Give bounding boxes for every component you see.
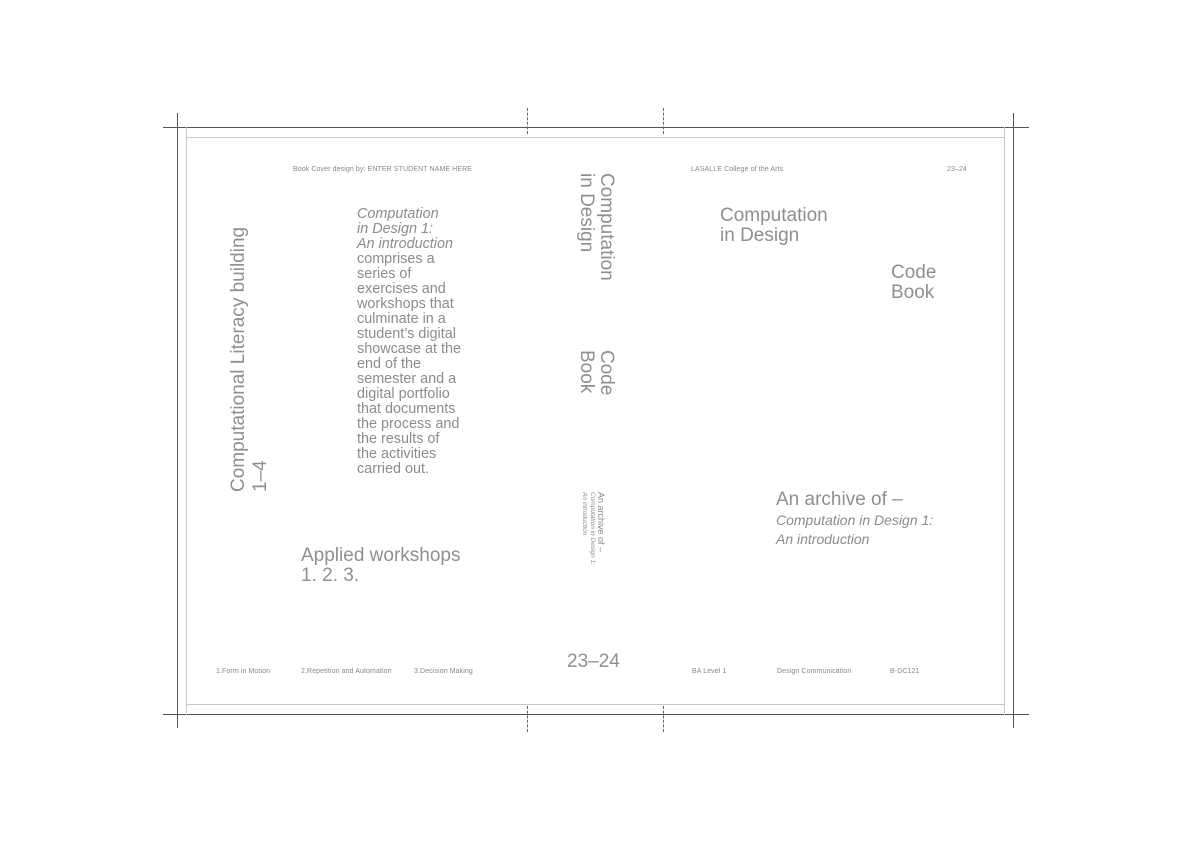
footer-program: Design Communication bbox=[777, 668, 852, 675]
footer-course-code: B-DC121 bbox=[890, 668, 920, 675]
front-archive-line2: Computation in Design 1: bbox=[776, 512, 934, 528]
description-italic-line3: An introduction bbox=[357, 236, 453, 252]
front-subtitle bbox=[891, 263, 971, 303]
institution-name: LASALLE College of the Arts bbox=[691, 166, 784, 173]
bleed-line-bottom bbox=[186, 704, 1004, 705]
spine-subtitle-line2: Book bbox=[576, 350, 597, 394]
description-line: series of bbox=[357, 266, 412, 282]
footer-workshop-2: 2.Repetition and Automation bbox=[301, 668, 392, 675]
description-italic-line2: in Design 1: bbox=[357, 221, 433, 237]
bleed-line-right bbox=[1004, 127, 1005, 715]
spine-archive-line3: An introduction bbox=[581, 492, 589, 536]
description-line: the results of bbox=[357, 431, 440, 447]
front-title-line1: Computation bbox=[720, 205, 828, 226]
front-archive bbox=[776, 490, 986, 548]
description-line: exercises and bbox=[357, 281, 446, 297]
side-title bbox=[228, 192, 272, 492]
spine-title bbox=[576, 173, 616, 323]
bleed-line-top bbox=[186, 137, 1004, 138]
spine-fold-mark-bottom-right bbox=[663, 706, 664, 732]
spine-archive-line2: Computation in Design 1: bbox=[589, 492, 596, 565]
footer-workshop-3: 3.Decision Making bbox=[414, 668, 473, 675]
description-line: digital portfolio bbox=[357, 386, 450, 402]
description-line: culminate in a bbox=[357, 311, 446, 327]
bleed-line-left bbox=[186, 127, 187, 715]
description-line: workshops that bbox=[357, 296, 454, 312]
description-line: the activities bbox=[357, 446, 437, 462]
front-title-line2: in Design bbox=[720, 225, 800, 246]
top-trim-line bbox=[163, 127, 1029, 128]
workshops-title: Applied workshops bbox=[301, 545, 461, 566]
description-line: comprises a bbox=[357, 251, 435, 267]
front-archive-line1: An archive of – bbox=[776, 489, 903, 510]
spine-year: 23–24 bbox=[567, 651, 620, 672]
spine-fold-mark-top-right bbox=[663, 108, 664, 134]
footer-level: BA Level 1 bbox=[692, 668, 727, 675]
description-italic-line1: Computation bbox=[357, 206, 439, 222]
course-description bbox=[357, 207, 497, 477]
applied-workshops bbox=[301, 546, 521, 586]
side-title-line2: 1–4 bbox=[250, 460, 271, 492]
description-line: end of the bbox=[357, 356, 422, 372]
right-trim-line bbox=[1013, 113, 1014, 728]
bottom-trim-line bbox=[163, 714, 1029, 715]
spine-archive bbox=[581, 492, 606, 602]
designer-credit: Book Cover design by: ENTER STUDENT NAME HERE bbox=[293, 166, 473, 173]
front-year: 23–24 bbox=[947, 166, 967, 173]
front-subtitle-line2: Book bbox=[891, 282, 935, 303]
front-title bbox=[720, 206, 920, 246]
spine-title-line1: Computation bbox=[596, 173, 617, 281]
spine-title-line2: in Design bbox=[576, 173, 597, 253]
spine-archive-line1: An archive of – bbox=[596, 492, 606, 553]
front-archive-line3: An introduction bbox=[776, 531, 870, 547]
spine-subtitle bbox=[576, 350, 616, 430]
side-title-line1: Computational Literacy building bbox=[228, 226, 249, 492]
footer-workshop-1: 1.Form in Motion bbox=[216, 668, 271, 675]
workshops-numbers: 1. 2. 3. bbox=[301, 565, 360, 586]
left-trim-line bbox=[177, 113, 178, 728]
description-line: showcase at the bbox=[357, 341, 461, 357]
spine-fold-mark-bottom-left bbox=[527, 706, 528, 732]
front-subtitle-line1: Code bbox=[891, 262, 937, 283]
description-line: the process and bbox=[357, 416, 460, 432]
description-line: student’s digital bbox=[357, 326, 456, 342]
description-line: that documents bbox=[357, 401, 456, 417]
spine-subtitle-line1: Code bbox=[596, 350, 617, 396]
spine-fold-mark-top-left bbox=[527, 108, 528, 134]
description-line: semester and a bbox=[357, 371, 457, 387]
description-line: carried out. bbox=[357, 461, 429, 477]
